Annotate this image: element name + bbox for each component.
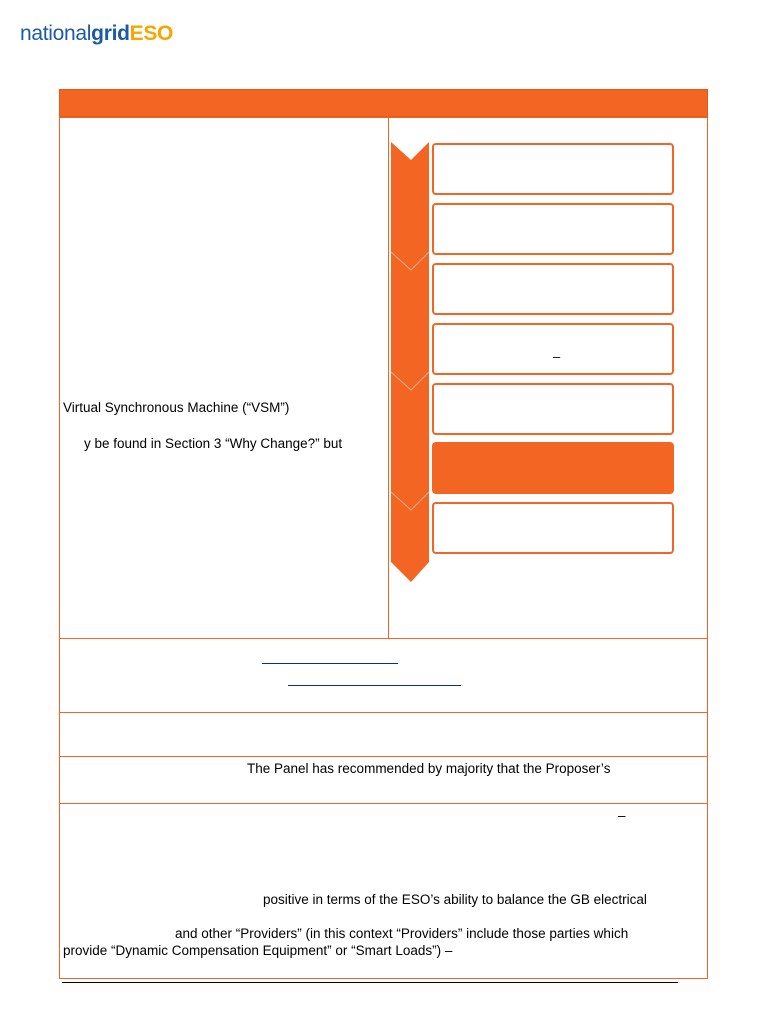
vsm-text: Virtual Synchronous Machine (“VSM”): [63, 400, 290, 415]
process-step-6-current: [432, 442, 674, 494]
hyperlink-1-underline[interactable]: [262, 663, 398, 664]
logo-part-national: national: [20, 22, 92, 45]
hyperlink-2-underline[interactable]: [288, 685, 461, 686]
process-step-1: [432, 143, 674, 195]
why-change-text: y be found in Section 3 “Why Change?” but: [84, 436, 343, 451]
impact-dash: –: [618, 808, 626, 823]
logo-part-eso: ESO: [129, 22, 174, 45]
empty-section: [59, 712, 708, 757]
process-step-2: [432, 203, 674, 255]
impact-line-3: provide “Dynamic Compensation Equipment” or “Smart Loads”) –: [63, 943, 453, 958]
process-step-3: [432, 263, 674, 315]
summary-section: [59, 117, 708, 639]
impact-line-2: and other “Providers” (in this context “Providers” include those parties which: [175, 926, 629, 941]
process-step-7: [432, 502, 674, 554]
logo-part-grid: grid: [91, 22, 130, 45]
column-divider: [388, 118, 389, 638]
process-step-4: [432, 323, 674, 375]
step-4-text: –: [553, 349, 561, 364]
process-step-5: [432, 383, 674, 435]
links-section: [59, 638, 708, 713]
process-arrow-shape: [391, 142, 429, 582]
impact-line-1: positive in terms of the ESO’s ability to balance the GB electrical: [263, 892, 647, 907]
chevron-arrow-icon: [391, 142, 431, 584]
panel-recommendation-text: The Panel has recommended by majority that the Proposer’s: [247, 761, 611, 776]
footer-rule: [62, 982, 678, 983]
section-header-bar: [59, 89, 708, 117]
national-grid-eso-logo: [20, 22, 173, 46]
